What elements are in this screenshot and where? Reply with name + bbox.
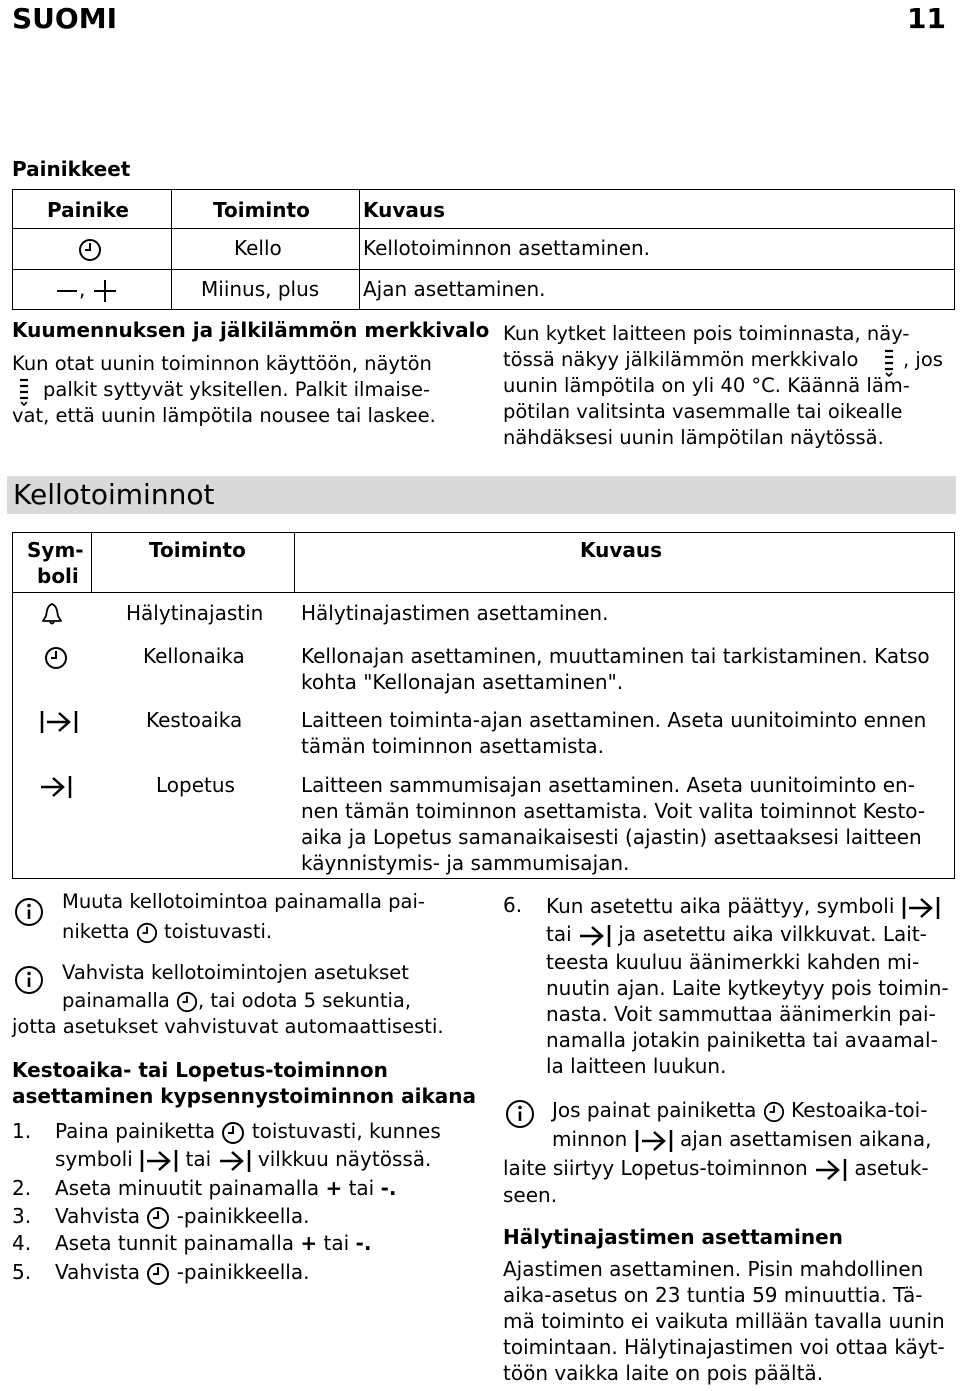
info-icon — [14, 965, 44, 999]
alarm-timer-line: Ajastimen asettaminen. Pisin mahdollinen — [503, 1257, 924, 1281]
step-text: la laitteen luukun. — [546, 1054, 727, 1078]
function-cell: Lopetus — [156, 773, 235, 797]
heat-right-line: Kun kytket laitteen pois toiminnasta, näy- — [503, 322, 910, 345]
step-item — [55, 1231, 371, 1255]
description-cell: kohta "Kellonajan asettaminen". — [301, 670, 624, 694]
clock-icon — [146, 1262, 170, 1286]
step-text: Paina painiketta — [55, 1119, 216, 1143]
step-text: namalla jotakin painiketta tai avaamal- — [546, 1028, 938, 1052]
note-line — [552, 1098, 927, 1123]
step-text: Aseta tunnit painamalla — [55, 1231, 295, 1255]
info-icon — [505, 1099, 535, 1133]
note-text: toistuvasti. — [164, 920, 273, 943]
heat-right-line: pötilan valitsinta vasemmalle tai oikealle — [503, 400, 903, 423]
step-text: ja asetettu aika vilkkuvat. Lait- — [618, 922, 927, 946]
heat-right-line: nähdäksesi uunin lämpötilan näytössä. — [503, 426, 884, 449]
description-cell: Laitteen sammumisajan asettaminen. Aseta uunitoiminto en- — [301, 773, 915, 797]
heat-right-line: , jos — [903, 348, 943, 371]
description-cell: Hälytinajastimen asettaminen. — [301, 601, 609, 625]
col-header-symbol: Sym- — [27, 538, 84, 562]
note-text: seen. — [503, 1183, 558, 1207]
step-text: Aseta minuutit painamalla — [55, 1176, 320, 1200]
step-text: tai — [546, 922, 572, 946]
section-band — [7, 476, 956, 514]
separator: , — [79, 277, 86, 301]
note-text: laite siirtyy Lopetus-toiminnon — [503, 1156, 808, 1180]
description-cell: Laitteen toiminta-ajan asettaminen. Aseta uunitoiminto ennen — [301, 708, 927, 732]
clock-icon — [78, 238, 102, 267]
alarm-timer-line: aika-asetus on 23 tuntia 59 minuuttia. Tä- — [503, 1283, 923, 1307]
heat-right-line: uunin lämpötila on yli 40 °C. Käännä läm- — [503, 374, 910, 397]
plus-key: + — [300, 1231, 318, 1255]
col-header-description: Kuvaus — [363, 198, 446, 222]
col-header-function: Toiminto — [149, 538, 246, 562]
heat-right-line: tössä näkyy jälkilämmön merkkivalo — [503, 348, 859, 371]
end-time-icon — [814, 1157, 848, 1183]
duration-icon — [901, 895, 941, 921]
description-cell: tämän toiminnon asettamista. — [301, 734, 604, 758]
description-cell: Ajan asettaminen. — [363, 277, 546, 301]
during-cooking-heading: Kestoaika- tai Lopetus-toiminnon — [12, 1058, 388, 1082]
note-line: Vahvista kellotoimintojen asetukset — [62, 961, 409, 984]
note-line — [552, 1127, 931, 1154]
buttons-heading: Painikkeet — [12, 157, 131, 181]
info-icon — [14, 897, 44, 931]
end-time-icon — [578, 923, 612, 949]
note-line — [62, 919, 272, 945]
step-number: 6. — [503, 893, 523, 917]
clock-icon — [44, 646, 68, 676]
alarm-timer-line: töön vaikka laite on pois päältä. — [503, 1361, 824, 1385]
step-text: symboli — [55, 1147, 133, 1171]
heat-left-line: Kun otat uunin toiminnon käyttöön, näytön — [12, 352, 432, 375]
minus-key: - — [355, 1231, 364, 1255]
duration-icon — [39, 709, 79, 741]
alarm-timer-line: toimintaan. Hälytinajastimen voi ottaa käyt- — [503, 1335, 945, 1359]
note-text: painamalla — [62, 989, 170, 1012]
note-text: Jos painat painiketta — [552, 1098, 757, 1122]
minus-icon — [55, 279, 79, 303]
alarm-timer-line: mä toiminto ei vaikuta millään tavalla uunin — [503, 1309, 945, 1333]
section-title: Kellotoiminnot — [13, 478, 215, 511]
during-cooking-heading: asettaminen kypsennystoiminnon aikana — [12, 1084, 476, 1108]
step-text: tai — [348, 1176, 375, 1200]
step-text: vilkkuu näytössä. — [257, 1147, 432, 1171]
page-number: 11 — [907, 2, 946, 35]
note-text: ajan asettamisen aikana, — [680, 1127, 932, 1151]
note-line: Muuta kellotoimintoa painamalla pai- — [62, 890, 425, 913]
function-cell: Kestoaika — [146, 708, 243, 732]
step-text: tai — [185, 1147, 212, 1171]
end-time-icon — [39, 774, 73, 806]
step-text: tai — [323, 1231, 350, 1255]
alarm-timer-heading: Hälytinajastimen asettaminen — [503, 1225, 843, 1249]
col-header-button: Painike — [47, 198, 129, 222]
step-number: 3. — [12, 1204, 32, 1228]
step-text: Vahvista — [55, 1204, 140, 1228]
step-number: 4. — [12, 1231, 32, 1255]
buttons-table — [12, 189, 955, 310]
function-cell: Kello — [234, 236, 282, 260]
note-text: niketta — [62, 920, 130, 943]
step-text: nasta. Voit sammuttaa äänimerkin pai- — [546, 1002, 936, 1026]
clock-icon — [176, 991, 198, 1013]
step-text: Kun asetettu aika päättyy, symboli — [546, 894, 895, 918]
step-item-cont — [55, 1147, 431, 1174]
step-number: 1. — [12, 1119, 32, 1143]
note-line — [62, 988, 411, 1014]
function-cell: Hälytinajastin — [126, 601, 264, 625]
note-text: minnon — [552, 1127, 628, 1151]
minus-key: - — [380, 1176, 389, 1200]
heat-left-line: palkit syttyvät yksitellen. Palkit ilmaise- — [43, 378, 431, 401]
col-header-symbol: boli — [37, 564, 79, 588]
description-cell: Kellonajan asettaminen, muuttaminen tai tarkistaminen. Katso — [301, 644, 930, 668]
step-item — [546, 894, 941, 921]
function-cell: Kellonaika — [143, 644, 245, 668]
description-cell: nen tämän toiminnon asettamista. Voit valita toiminnot Kesto- — [301, 799, 926, 823]
section-language: SUOMI — [12, 2, 117, 35]
note-text: , tai odota 5 sekuntia, — [198, 989, 412, 1012]
step-item — [55, 1260, 309, 1286]
description-cell: Kellotoiminnon asettaminen. — [363, 236, 651, 260]
end-time-icon — [218, 1148, 252, 1174]
note-line: jotta asetukset vahvistuvat automaattisesti. — [12, 1015, 444, 1038]
clock-icon — [136, 922, 158, 944]
step-text: toistuvasti, kunnes — [251, 1119, 441, 1143]
step-text: . — [363, 1231, 372, 1255]
duration-icon — [634, 1128, 674, 1154]
step-item — [55, 1176, 397, 1200]
heat-left-line: vat, että uunin lämpötila nousee tai laskee. — [12, 404, 436, 427]
step-text: -painikkeella. — [176, 1260, 310, 1284]
plus-icon — [92, 278, 118, 304]
clock-icon — [146, 1206, 170, 1230]
function-cell: Miinus, plus — [201, 277, 320, 301]
bell-icon — [40, 602, 64, 632]
step-number: 2. — [12, 1176, 32, 1200]
duration-icon — [139, 1148, 179, 1174]
step-text: -painikkeella. — [176, 1204, 310, 1228]
step-item — [55, 1204, 309, 1230]
plus-key: + — [325, 1176, 343, 1200]
step-item-cont — [546, 922, 927, 949]
step-text: Vahvista — [55, 1260, 140, 1284]
description-cell: aika ja Lopetus samanaikaisesti (ajastin) asettaaksesi laitteen — [301, 825, 922, 849]
clock-icon — [763, 1101, 785, 1123]
step-text: . — [388, 1176, 397, 1200]
note-line — [503, 1156, 929, 1183]
col-header-description: Kuvaus — [580, 538, 663, 562]
note-text: asetuk- — [854, 1156, 929, 1180]
step-number: 5. — [12, 1260, 32, 1284]
clock-functions-table — [12, 532, 955, 879]
col-header-function: Toiminto — [213, 198, 310, 222]
step-item — [55, 1119, 441, 1145]
step-text: nuutin ajan. Laite kytkeytyy pois toimin- — [546, 976, 949, 1000]
clock-icon — [221, 1121, 245, 1145]
description-cell: käynnistymis- ja sammumisajan. — [301, 851, 630, 875]
step-text: teesta kuuluu äänimerkki kahden mi- — [546, 950, 920, 974]
heat-indicator-heading: Kuumennuksen ja jälkilämmön merkkivalo — [12, 318, 490, 342]
minus-plus-cell — [55, 277, 118, 304]
note-text: Kestoaika-toi- — [791, 1098, 928, 1122]
